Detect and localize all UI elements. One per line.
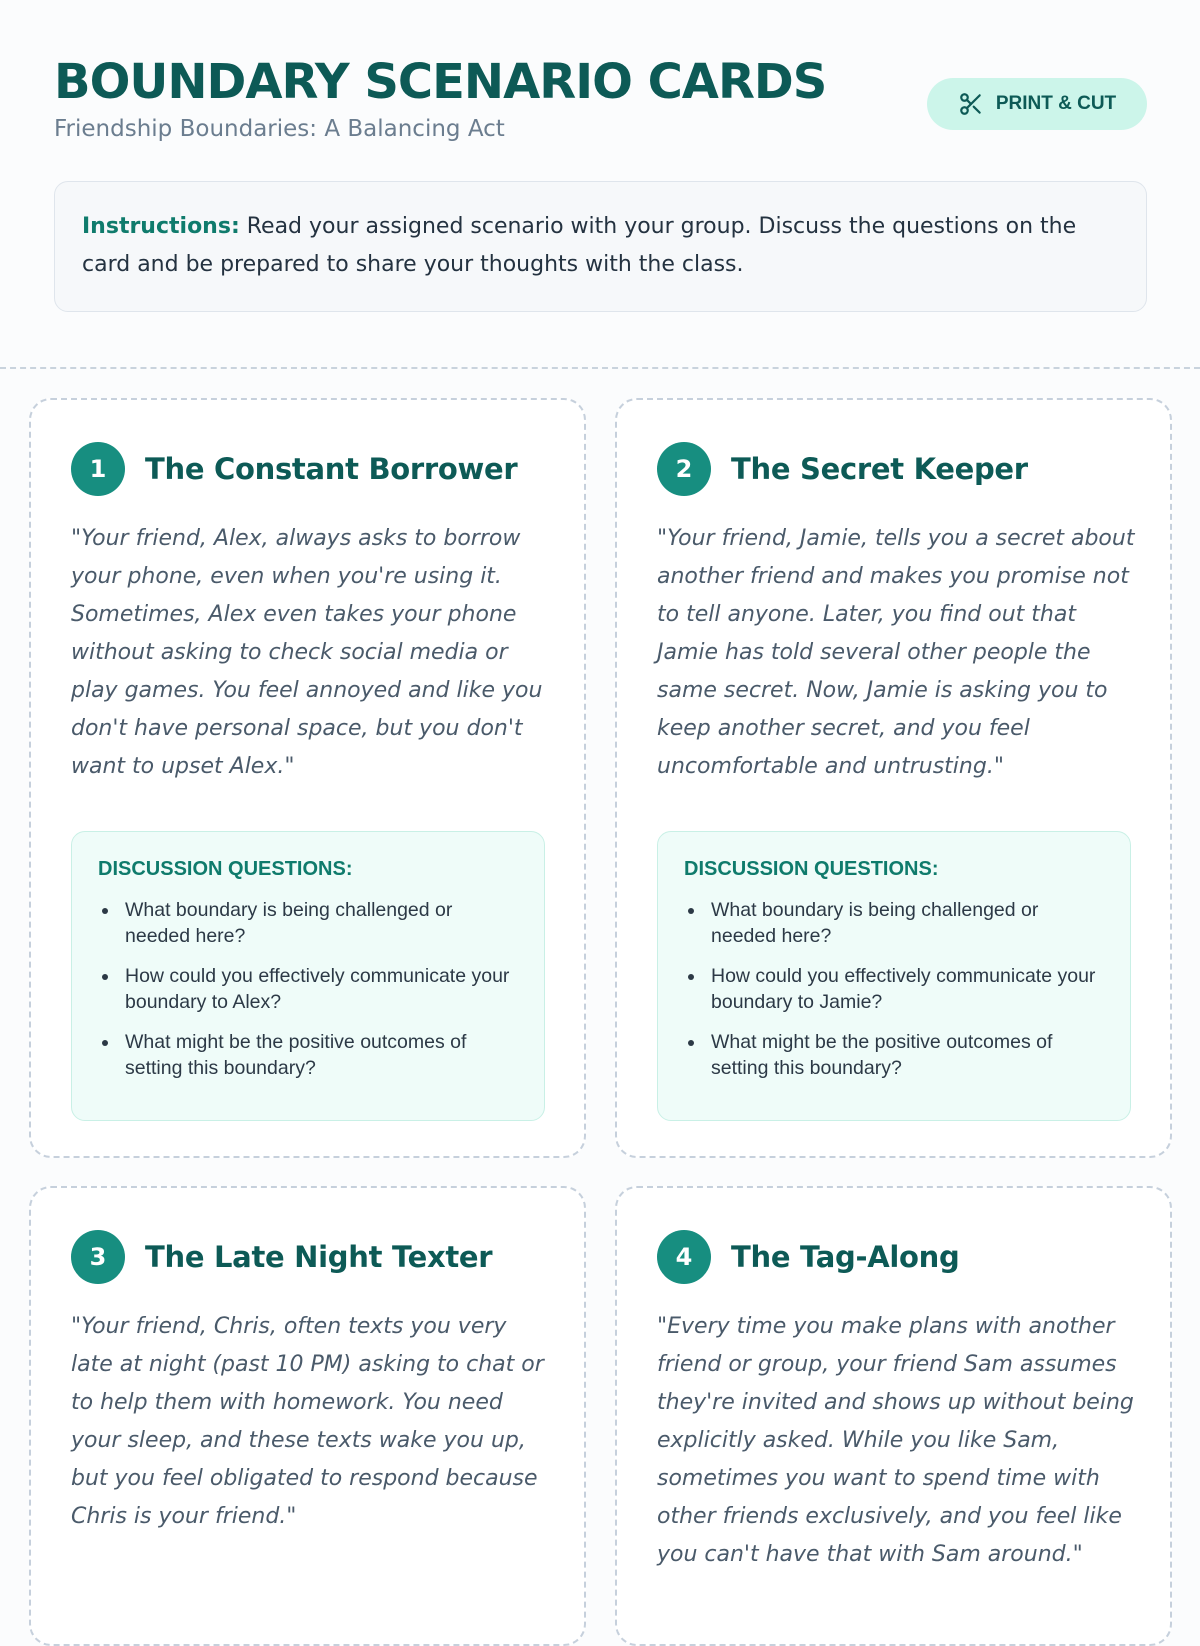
print-cut-button[interactable] <box>927 78 1147 130</box>
discussion-questions-box <box>657 831 1131 1121</box>
question-item: How could you effectively communicate your boundary to Alex? <box>98 963 518 1015</box>
print-cut-label: PRINT & CUT <box>995 93 1117 114</box>
card-scenario-text: "Your friend, Chris, often texts you very late at night (past 10 PM) asking to chat or to help them with homework. You need your sleep, and these texts wake you up, but you feel obligated to respond because Chris is your friend." <box>71 1314 544 1529</box>
question-item: What boundary is being challenged or needed here? <box>684 897 1104 949</box>
question-item: What boundary is being challenged or needed here? <box>98 897 518 949</box>
card-number-badge: 4 <box>657 1230 711 1284</box>
page-title: BOUNDARY SCENARIO CARDS <box>54 54 827 110</box>
card-number-badge: 1 <box>71 442 125 496</box>
card-header <box>71 442 517 496</box>
discussion-questions-heading: DISCUSSION QUESTIONS: <box>684 858 939 880</box>
page-subtitle: Friendship Boundaries: A Balancing Act <box>54 116 505 142</box>
card-header <box>71 1230 492 1284</box>
question-item: What might be the positive outcomes of setting this boundary? <box>98 1029 518 1081</box>
scenario-card-3 <box>29 1186 586 1646</box>
instructions-label: Instructions: <box>82 214 240 239</box>
card-scenario-text: "Every time you make plans with another friend or group, your friend Sam assumes they're invited and shows up without being explicitly asked. While you like Sam, sometimes you want to spend time with other friends exclusively, and you feel like you can't have that with Sam around." <box>657 1314 1134 1567</box>
question-list <box>98 897 518 1081</box>
scenario-card-2 <box>615 398 1172 1158</box>
scenario-card-1 <box>29 398 586 1158</box>
question-item: What might be the positive outcomes of setting this boundary? <box>684 1029 1104 1081</box>
card-title: The Constant Borrower <box>145 452 518 486</box>
card-number-badge: 3 <box>71 1230 125 1284</box>
card-number-badge: 2 <box>657 442 711 496</box>
card-title: The Tag-Along <box>731 1240 960 1274</box>
question-list <box>684 897 1104 1081</box>
discussion-questions-box <box>71 831 545 1121</box>
card-scenario-text: "Your friend, Jamie, tells you a secret about another friend and makes you promise not to tell anyone. Later, you find out that Jamie has told several other people the same secret. Now, Jamie is asking you to keep another secret, and you feel uncomfortable and untrusting." <box>657 526 1135 779</box>
card-title: The Late Night Texter <box>145 1240 493 1274</box>
card-header <box>657 1230 959 1284</box>
question-item: How could you effectively communicate your boundary to Jamie? <box>684 963 1104 1015</box>
instructions-text: Read your assigned scenario with your group. Discuss the questions on the card and be prepared to share your thoughts with the class. <box>82 214 1077 277</box>
card-title: The Secret Keeper <box>731 452 1028 486</box>
instructions-box <box>54 181 1147 312</box>
discussion-questions-heading: DISCUSSION QUESTIONS: <box>98 858 353 880</box>
card-header <box>657 442 1028 496</box>
cut-line-divider <box>0 367 1200 369</box>
scissors-icon <box>958 91 984 117</box>
scenario-card-4 <box>615 1186 1172 1646</box>
card-scenario-text: "Your friend, Alex, always asks to borrow your phone, even when you're using it. Sometimes, Alex even takes your phone without asking to check social media or play games. You feel annoyed and like you don't have personal space, but you don't want to upset Alex." <box>71 526 543 779</box>
